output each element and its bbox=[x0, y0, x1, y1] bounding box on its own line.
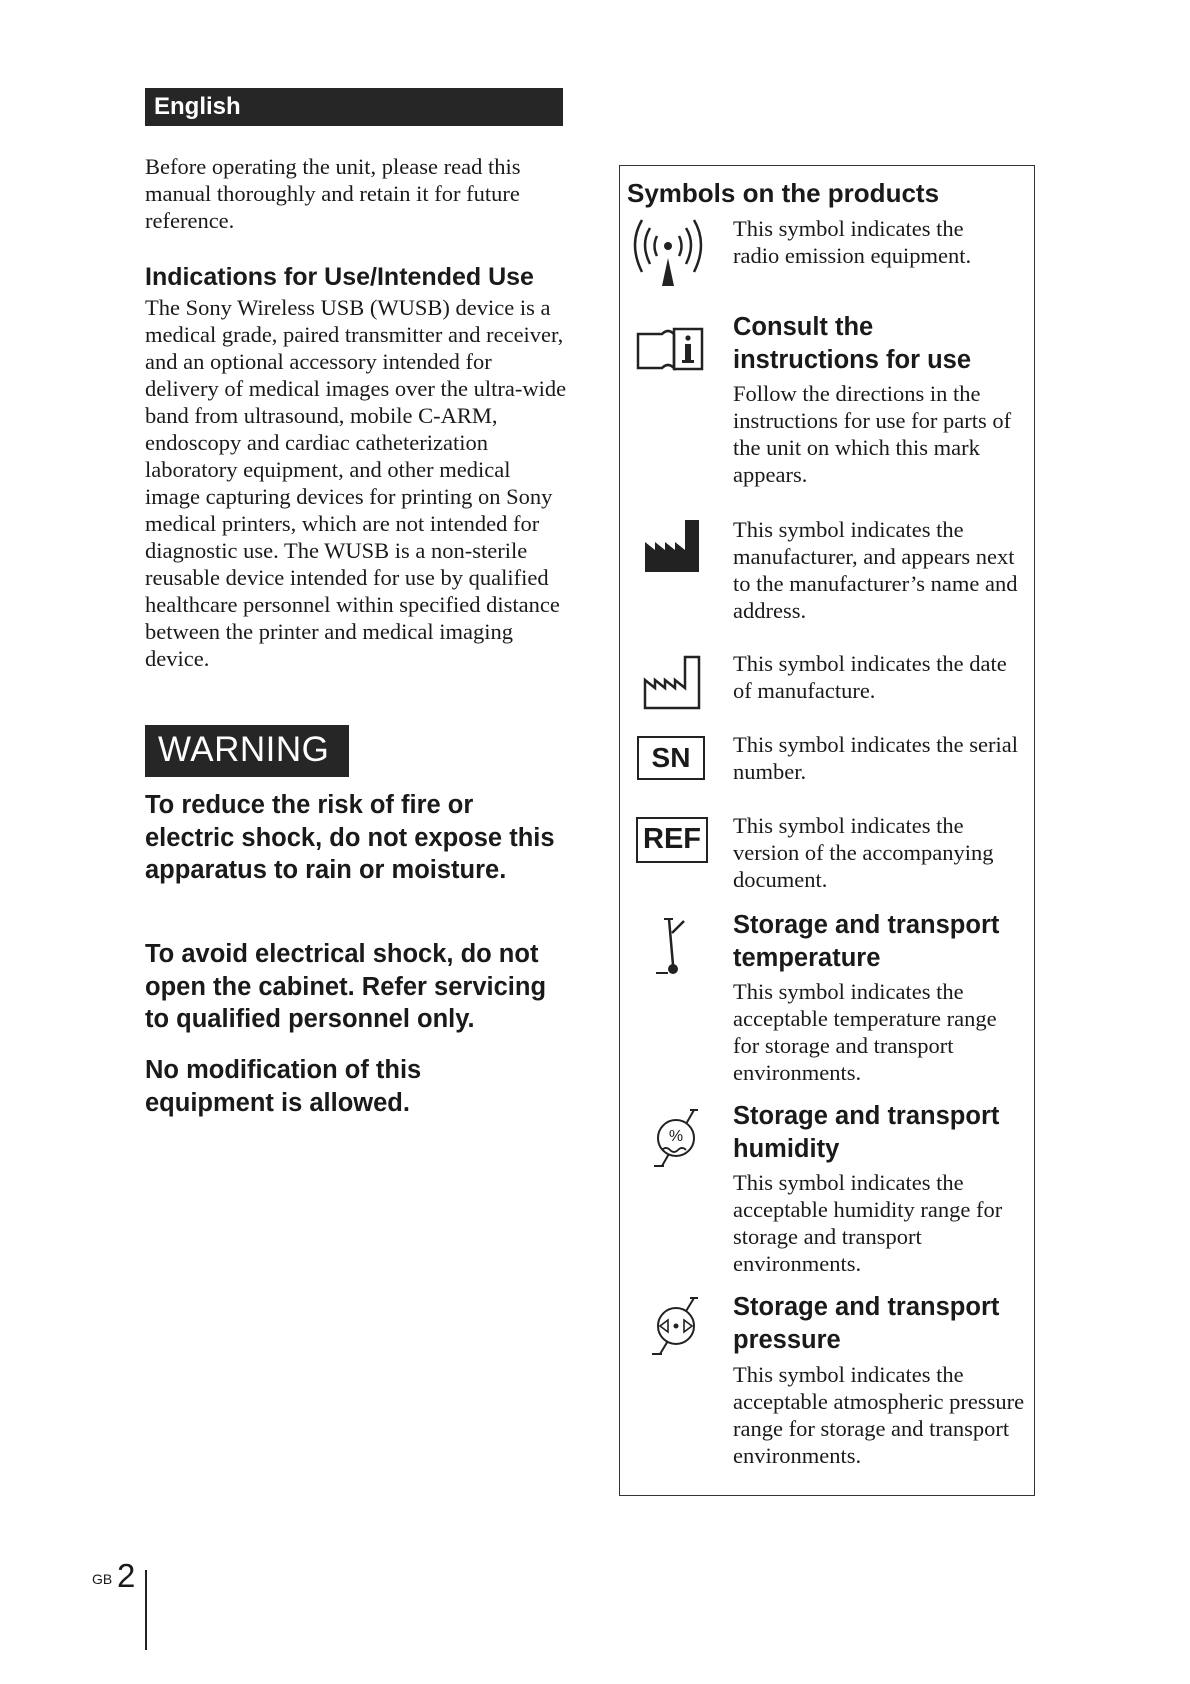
page-region-label: GB bbox=[92, 1571, 113, 1587]
page-number: 2 bbox=[117, 1557, 136, 1594]
consult-heading: Consult the instructions for use bbox=[733, 313, 972, 374]
svg-text:%: % bbox=[668, 1128, 684, 1145]
consult-text: Follow the directions in the instructions for use for parts of the unit on which this mark appears. bbox=[733, 381, 1012, 487]
ref-text: This symbol indicates the version of the accompanying document. bbox=[733, 813, 994, 892]
warning-label-box bbox=[145, 725, 349, 777]
indications-heading: Indications for Use/Intended Use bbox=[145, 263, 534, 291]
left-column bbox=[145, 153, 570, 672]
language-header-bar bbox=[145, 88, 563, 126]
date-of-manufacture-text: This symbol indicates the date of manufacture. bbox=[733, 651, 1007, 703]
language-label: English bbox=[154, 93, 241, 120]
humidity-icon bbox=[650, 1108, 706, 1168]
pressure-icon bbox=[648, 1296, 706, 1356]
manufacturer-text: This symbol indicates the manufacturer, and appears next to the manufacturer’s name and address. bbox=[733, 517, 1018, 623]
radio-emission-icon bbox=[630, 214, 706, 288]
humidity-text: This symbol indicates the acceptable humidity range for storage and transport environments. bbox=[733, 1170, 1003, 1276]
date-of-manufacture-icon bbox=[643, 654, 703, 710]
pressure-text: This symbol indicates the acceptable atmospheric pressure range for storage and transport environments. bbox=[733, 1362, 1025, 1468]
warning-text-modification: No modification of this equipment is allowed. bbox=[145, 1056, 422, 1117]
warning-text-fire: To reduce the risk of fire or electric shock, do not expose this apparatus to rain or moisture. bbox=[145, 791, 555, 884]
ref-icon: REF bbox=[636, 817, 708, 863]
radio-emission-text: This symbol indicates the radio emission equipment. bbox=[733, 216, 972, 268]
warning-text-shock: To avoid electrical shock, do not open the cabinet. Refer servicing to qualified personnel only. bbox=[145, 940, 547, 1033]
consult-instructions-icon bbox=[636, 326, 704, 372]
pressure-heading: Storage and transport pressure bbox=[733, 1293, 1000, 1354]
manufacturer-icon bbox=[643, 518, 703, 574]
serial-number-icon: SN bbox=[637, 736, 705, 780]
symbols-title: Symbols on the products bbox=[627, 178, 940, 208]
page-margin-line bbox=[145, 1570, 147, 1650]
intro-paragraph: Before operating the unit, please read this manual thoroughly and retain it for future reference. bbox=[145, 154, 521, 233]
warning-label: WARNING bbox=[158, 730, 330, 769]
temperature-heading: Storage and transport temperature bbox=[733, 911, 1000, 972]
humidity-heading: Storage and transport humidity bbox=[733, 1102, 1000, 1163]
serial-number-text: This symbol indicates the serial number. bbox=[733, 732, 1018, 784]
temperature-text: This symbol indicates the acceptable temperature range for storage and transport environments. bbox=[733, 979, 997, 1085]
indications-body: The Sony Wireless USB (WUSB) device is a medical grade, paired transmitter and receiver, and an optional accessory intended for delivery of medical images over the ultra-wide band from ultrasound, mobile C-ARM, endoscopy and cardiac catheterization laboratory equipment, and other medical image capturing devices for printing on Sony medical printers, which are not intended for diagnostic use. The WUSB is a non-sterile reusable device intended for use by qualified healthcare personnel within specified distance between the printer and medical imaging device. bbox=[145, 295, 567, 671]
temperature-icon bbox=[654, 917, 694, 979]
